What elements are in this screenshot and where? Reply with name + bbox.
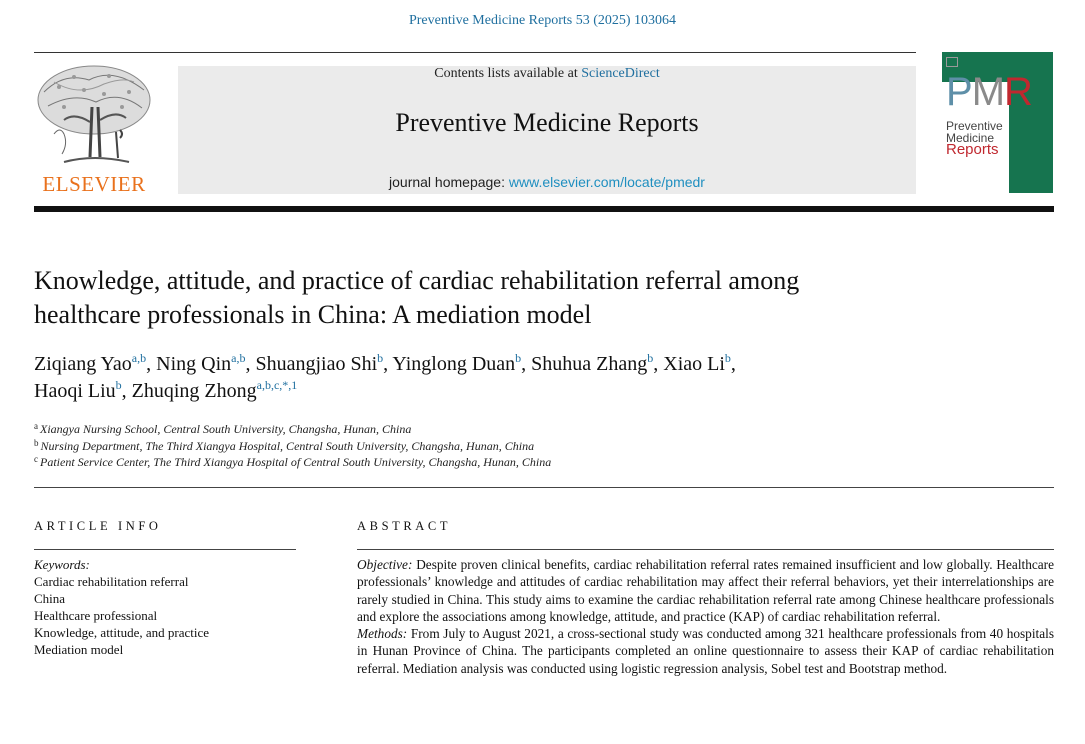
affiliation	[34, 438, 834, 455]
contents-line	[178, 66, 916, 82]
author-affil-link[interactable]: b	[115, 378, 122, 392]
author-name[interactable]: Xiao Li	[663, 353, 725, 375]
objective-text: Despite proven clinical benefits, cardiac rehabilitation referral rates remained insufficient and low globally. Healthcare professionals’ knowledge and attitudes of cardiac rehabilitation may affect their referral behaviors, yet their interrelationships are rarely studied in China. This study aims to examine the cardiac rehabilitation referral rate among Chinese healthcare professionals and explore the associations among knowledge, attitude, and practice (KAP) of cardiac rehabilitation referral.	[357, 557, 1054, 624]
homepage-line	[178, 174, 916, 190]
journal-title: Preventive Medicine Reports	[395, 108, 699, 137]
keyword-item: Knowledge, attitude, and practice	[34, 625, 210, 640]
journal-cover[interactable]	[942, 52, 1053, 193]
section-rule	[34, 487, 1054, 488]
affiliation-mark: a	[34, 421, 38, 431]
elsevier-tree-icon	[34, 62, 154, 170]
affiliation-list	[34, 421, 834, 471]
journal-homepage-link[interactable]: www.elsevier.com/locate/pmedr	[508, 174, 705, 190]
keyword-item: Cardiac rehabilitation referral	[34, 574, 189, 589]
affiliation-mark: c	[34, 454, 38, 464]
author-list	[34, 351, 1044, 405]
author-affil-link[interactable]: a,b	[231, 351, 246, 365]
journal-citation[interactable]: Preventive Medicine Reports 53 (2025) 103064	[408, 13, 677, 28]
contents-prefix: Contents lists available at	[434, 66, 582, 81]
article-info-rule	[34, 549, 296, 550]
author-name[interactable]: Ning Qin	[156, 353, 232, 375]
author-name[interactable]: Ziqiang Yao	[34, 353, 132, 375]
abstract-methods	[357, 625, 1054, 677]
author-separator: ,	[146, 353, 157, 375]
affiliation	[34, 454, 834, 471]
methods-label: Methods:	[357, 626, 408, 642]
author-affil-link[interactable]: b	[647, 351, 654, 365]
author-name[interactable]: Yinglong Duan	[392, 353, 516, 375]
abstract-objective	[357, 556, 1054, 625]
article-title	[34, 264, 1034, 332]
cover-journal-name	[946, 120, 1003, 156]
author-name[interactable]: Shuangjiao Shi	[255, 353, 378, 375]
cover-line-1: Preventive	[946, 119, 1003, 133]
keywords-label: Keywords:	[34, 557, 90, 572]
article-info-heading: ARTICLE INFO	[34, 519, 162, 533]
author-affil-link[interactable]: a,b,c,*,1	[256, 378, 298, 392]
cover-line-3: Reports	[946, 141, 999, 158]
header-rule	[34, 52, 916, 53]
sciencedirect-link[interactable]: ScienceDirect	[581, 66, 660, 81]
abstract-heading: ABSTRACT	[357, 519, 452, 533]
cover-line-2: Medicine	[946, 131, 995, 145]
affiliation	[34, 421, 834, 438]
cover-letter-r: R	[1004, 70, 1032, 114]
author-affil-link[interactable]: a,b	[131, 351, 147, 365]
affiliation-text: Nursing Department, The Third Xiangya Hospital, Central South University, Changsha, Hunan, China	[40, 438, 535, 453]
author-separator: ,	[653, 353, 664, 375]
objective-label: Objective:	[357, 557, 413, 572]
keyword-item: Healthcare professional	[34, 608, 158, 623]
author-separator: ,	[121, 380, 132, 402]
elsevier-wordmark: ELSEVIER	[42, 172, 146, 196]
author-name[interactable]: Shuhua Zhang	[531, 353, 648, 375]
homepage-prefix: journal homepage:	[389, 174, 509, 190]
affiliation-text: Xiangya Nursing School, Central South University, Changsha, Hunan, China	[40, 422, 412, 436]
article-title-line-1: Knowledge, attitude, and practice of cardiac rehabilitation referral among	[34, 266, 800, 295]
article-title-line-2: healthcare professionals in China: A mediation model	[34, 300, 592, 329]
cover-logo	[946, 72, 1032, 112]
journal-banner	[178, 66, 916, 194]
author-name[interactable]: Zhuqing Zhong	[131, 380, 257, 402]
cover-letter-p: P	[946, 70, 972, 114]
elsevier-logo[interactable]	[34, 62, 154, 196]
author-affil-link[interactable]: b	[377, 351, 384, 365]
author-separator: ,	[730, 353, 736, 375]
methods-text: From July to August 2021, a cross-sectional study was conducted among 321 healthcare professionals from 40 hospitals in Hunan Province of China. The participants completed an online questionnaire to assess their KAP of cardiac rehabilitation referral. Mediation analysis was conducted using logistic regression analysis, Sobel test and Bootstrap method.	[357, 626, 1054, 676]
author-separator: ,	[383, 353, 393, 375]
author-name[interactable]: Haoqi Liu	[34, 380, 116, 402]
author-separator: ,	[521, 353, 532, 375]
affiliation-text: Patient Service Center, The Third Xiangya Hospital of Central South University, Changsha, Hunan, China	[40, 455, 552, 469]
keyword-item: Mediation model	[34, 642, 124, 657]
affiliation-mark: b	[34, 437, 39, 448]
header-thick-rule	[34, 206, 1054, 212]
author-separator: ,	[245, 353, 256, 375]
abstract-body	[357, 556, 1054, 677]
cover-badge-icon	[946, 57, 958, 67]
author-affil-link[interactable]: b	[724, 351, 731, 365]
author-affil-link[interactable]: b	[515, 351, 522, 365]
cover-letter-m: M	[971, 70, 1005, 114]
keyword-item: China	[34, 591, 66, 606]
abstract-rule	[357, 549, 1054, 550]
keywords-block	[34, 556, 296, 658]
